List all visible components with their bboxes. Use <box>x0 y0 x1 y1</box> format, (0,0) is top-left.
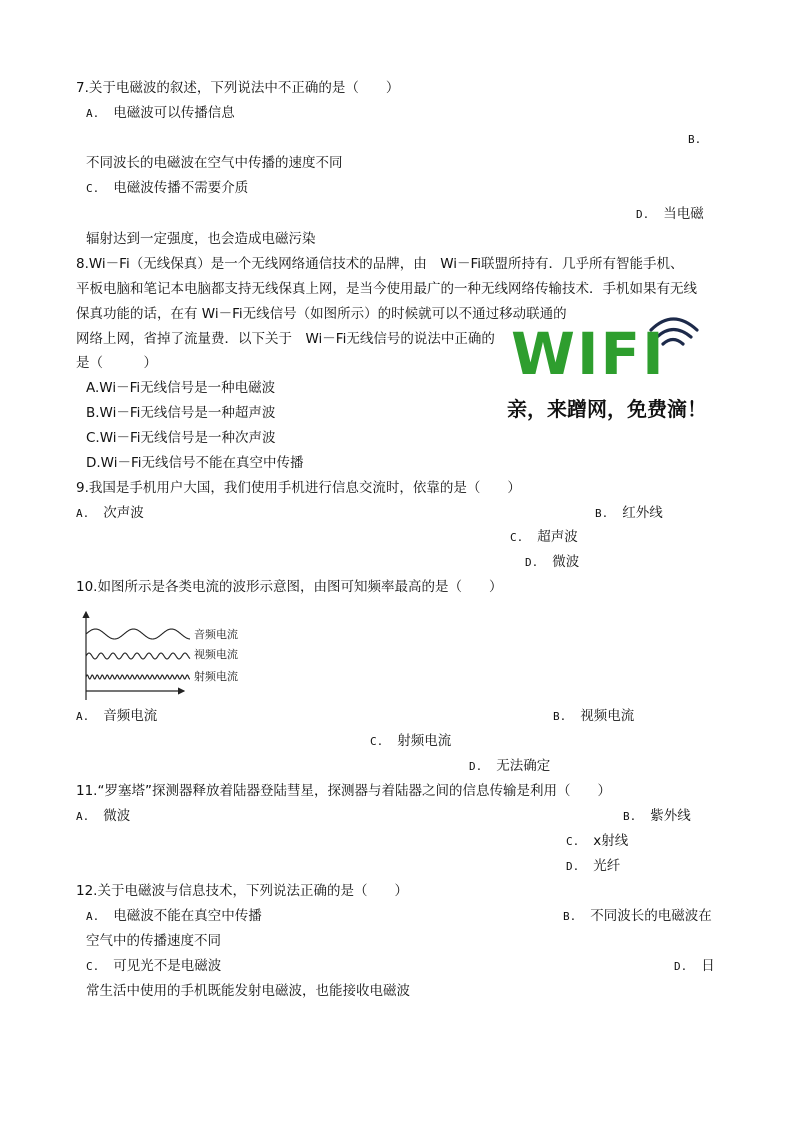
video-label: 视频电流 <box>194 648 238 661</box>
rf-wave <box>86 675 190 679</box>
option-letter: B. <box>563 910 577 923</box>
q8-option-a[interactable]: A.Wi－Fi无线信号是一种电磁波 <box>86 380 276 396</box>
q7-stem: 7.关于电磁波的叙述，下列说法中不正确的是（ ） <box>76 80 400 96</box>
wifi-logo-word: WIFI <box>511 320 666 388</box>
q7-option-b-letter[interactable] <box>688 130 715 149</box>
q8-stem-line2: 平板电脑和笔记本电脑都支持无线保真上网，是当今使用最广的一种无线网络传输技术．手机如果有无线 <box>76 281 697 297</box>
option-text: 光纤 <box>593 858 621 874</box>
option-letter: D. <box>674 960 688 973</box>
option-text: 紫外线 <box>650 808 691 824</box>
q9-option-d[interactable] <box>525 553 579 572</box>
q9-option-b[interactable] <box>595 504 663 523</box>
q12-option-d[interactable] <box>674 957 715 976</box>
option-text: 日 <box>701 958 715 974</box>
audio-label: 音频电流 <box>194 628 238 641</box>
option-text: 射频电流 <box>397 733 452 749</box>
option-text: 视频电流 <box>580 708 635 724</box>
audio-wave <box>86 629 190 639</box>
q11-option-c[interactable] <box>566 832 628 851</box>
q10-option-a[interactable] <box>76 707 157 726</box>
q7-option-c[interactable] <box>86 179 248 198</box>
q8-option-c[interactable]: C.Wi－Fi无线信号是一种次声波 <box>86 430 276 446</box>
option-text: 无法确定 <box>496 758 551 774</box>
q12-stem: 12.关于电磁波与信息技术，下列说法正确的是（ ） <box>76 883 408 899</box>
q11-option-b[interactable] <box>623 807 691 826</box>
option-letter: C. <box>86 960 100 973</box>
option-letter: D. <box>525 556 539 569</box>
wifi-logo-slogan: 亲，来蹭网，免费滴！ <box>507 397 707 421</box>
option-text: 电磁波不能在真空中传播 <box>113 908 262 924</box>
option-text: 红外线 <box>622 505 663 521</box>
option-text: 次声波 <box>103 505 144 521</box>
q7-option-d[interactable] <box>636 205 704 224</box>
q9-stem: 9.我国是手机用户大国，我们使用手机进行信息交流时，依靠的是（ ） <box>76 480 521 496</box>
q7-option-d-continued: 辐射达到一定强度，也会造成电磁污染 <box>86 231 316 247</box>
q10-option-b[interactable] <box>553 707 634 726</box>
option-text: 微波 <box>103 808 131 824</box>
option-letter: D. <box>469 760 483 773</box>
option-text: 当电磁 <box>663 206 704 222</box>
q10-option-d[interactable] <box>469 757 550 776</box>
option-letter: A. <box>76 507 90 520</box>
option-letter: D. <box>636 208 650 221</box>
q7-option-a[interactable] <box>86 104 235 123</box>
q12-option-b[interactable] <box>563 907 712 926</box>
q8-stem-line1: 8.Wi－Fi（无线保真）是一个无线网络通信技术的品牌，由 Wi－Fi联盟所持有．几乎所有智能手机、 <box>76 256 684 272</box>
option-letter: C. <box>566 835 580 848</box>
option-letter: A. <box>86 910 100 923</box>
option-letter: B. <box>595 507 609 520</box>
option-letter: C. <box>510 531 524 544</box>
q9-option-a[interactable] <box>76 504 144 523</box>
option-text: 电磁波传播不需要介质 <box>113 180 249 196</box>
option-letter: D. <box>566 860 580 873</box>
q7-option-b-text: 不同波长的电磁波在空气中传播的速度不同 <box>86 155 343 171</box>
q11-option-d[interactable] <box>566 857 620 876</box>
rf-label: 射频电流 <box>194 670 238 683</box>
option-letter: A. <box>76 810 90 823</box>
option-letter: B. <box>553 710 567 723</box>
option-letter: A. <box>86 107 100 120</box>
video-wave <box>86 653 190 659</box>
q8-stem-line5: 是（ ） <box>76 355 157 371</box>
current-waveform-figure <box>76 608 246 703</box>
option-text: 音频电流 <box>103 708 158 724</box>
option-text: 可见光不是电磁波 <box>113 958 222 974</box>
q12-option-b-continued: 空气中的传播速度不同 <box>86 933 221 949</box>
option-text: 不同波长的电磁波在 <box>590 908 712 924</box>
q10-stem: 10.如图所示是各类电流的波形示意图，由图可知频率最高的是（ ） <box>76 579 503 595</box>
q8-stem-line4: 网络上网，省掉了流量费．以下关于 Wi－Fi无线信号的说法中正确的 <box>76 331 495 347</box>
q12-option-c[interactable] <box>86 957 221 976</box>
q8-stem-line3: 保真功能的话，在有 Wi－Fi无线信号（如图所示）的时候就可以不通过移动联通的 <box>76 306 567 322</box>
option-text: x射线 <box>593 833 629 849</box>
option-letter: B. <box>623 810 637 823</box>
option-letter: B. <box>688 133 702 146</box>
option-letter: A. <box>76 710 90 723</box>
q11-stem: 11.“罗塞塔”探测器释放着陆器登陆彗星，探测器与着陆器之间的信息传输是利用（ ） <box>76 783 611 799</box>
option-text: 电磁波可以传播信息 <box>113 105 235 121</box>
option-letter: C. <box>86 182 100 195</box>
option-letter: C. <box>370 735 384 748</box>
q11-option-a[interactable] <box>76 807 130 826</box>
q12-option-d-continued: 常生活中使用的手机既能发射电磁波，也能接收电磁波 <box>86 983 410 999</box>
wifi-logo-figure <box>505 310 720 426</box>
q12-option-a[interactable] <box>86 907 262 926</box>
q8-option-d[interactable]: D.Wi－Fi无线信号不能在真空中传播 <box>86 455 304 471</box>
option-text: 微波 <box>552 554 580 570</box>
q9-option-c[interactable] <box>510 528 578 547</box>
q8-option-b[interactable]: B.Wi－Fi无线信号是一种超声波 <box>86 405 276 421</box>
q10-option-c[interactable] <box>370 732 451 751</box>
option-text: 超声波 <box>537 529 578 545</box>
